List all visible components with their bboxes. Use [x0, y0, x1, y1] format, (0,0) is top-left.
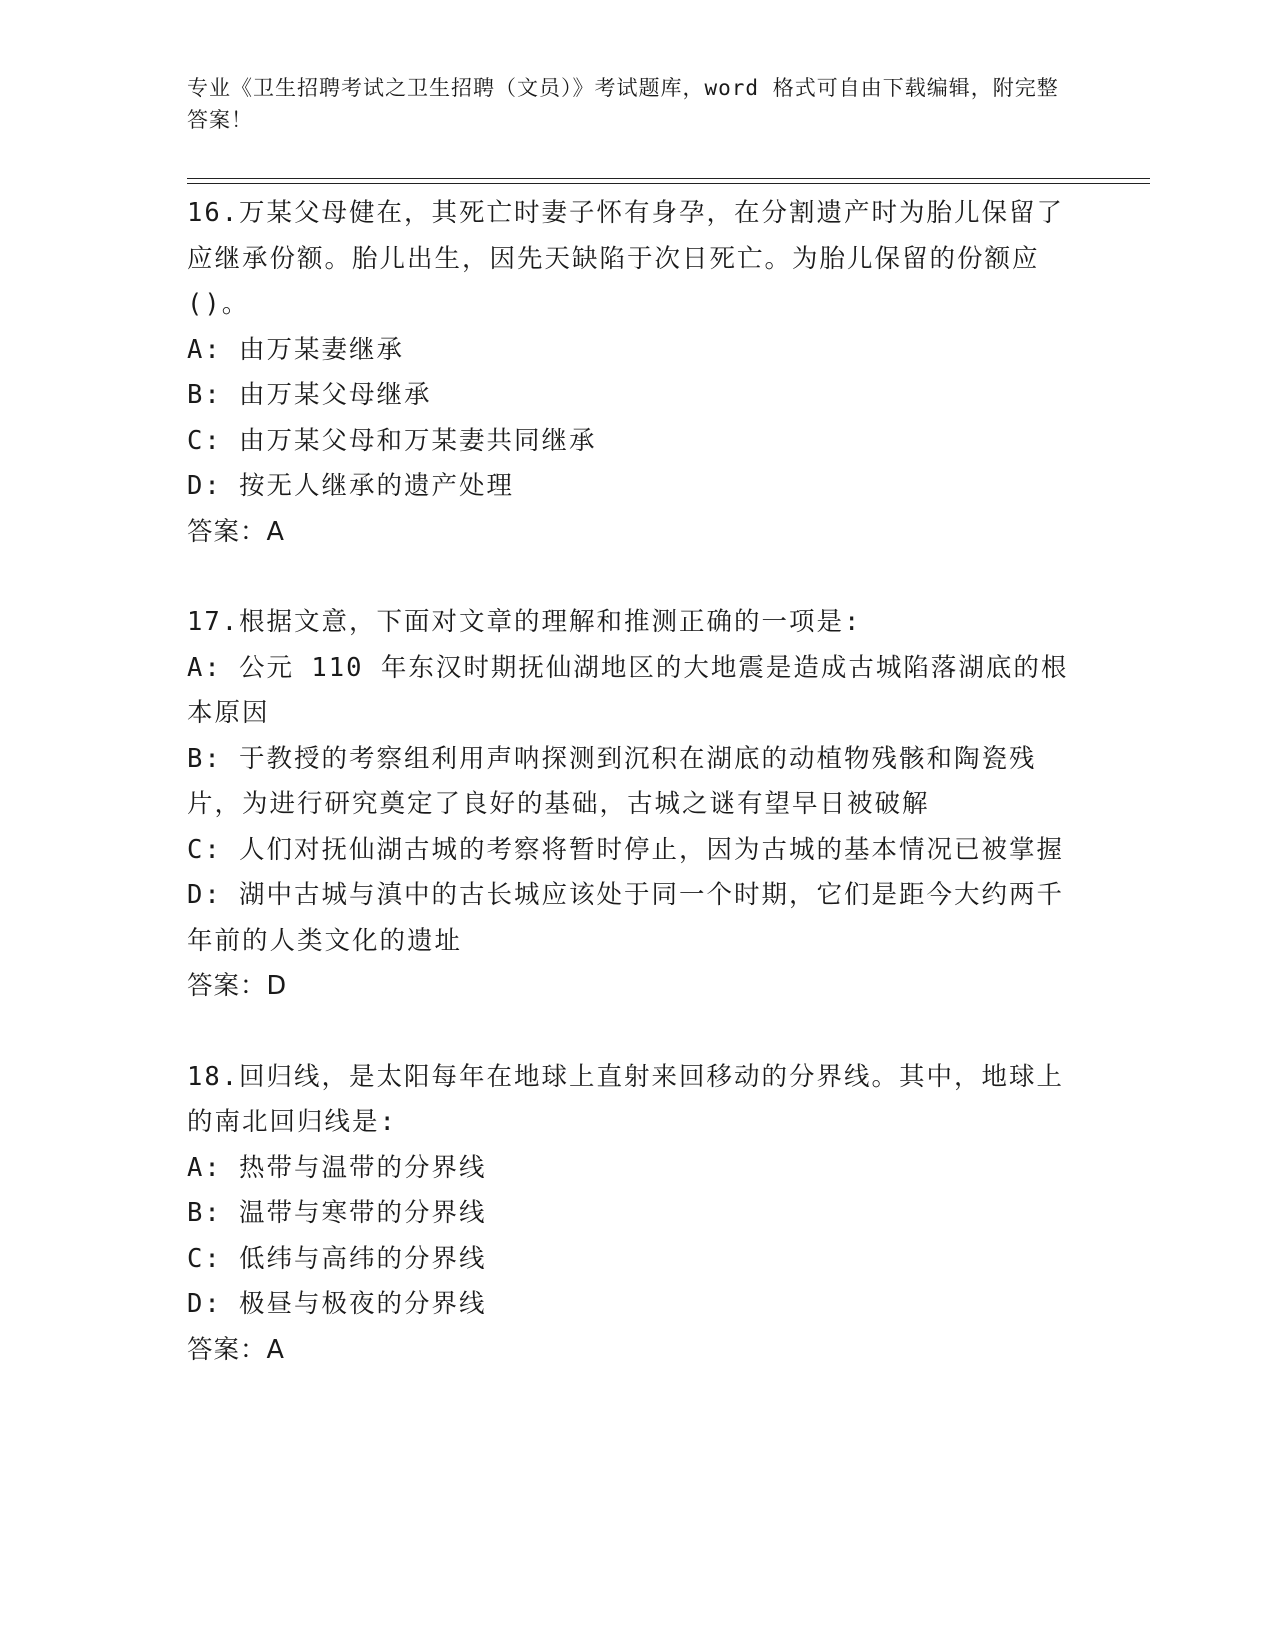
option-d: D: 极昼与极夜的分界线	[187, 1289, 487, 1319]
option-d: D: 湖中古城与滇中的古长城应该处于同一个时期，它们是距今大约两千年前的人类文化的遗址	[187, 880, 1065, 956]
answer-line: 答案：D	[187, 971, 288, 1001]
header-title: 专业《卫生招聘考试之卫生招聘（文员）》考试题库，word 格式可自由下载编辑，附完整答案！	[187, 76, 1059, 132]
option-a: A: 由万某妻继承	[187, 334, 405, 365]
question-18	[187, 1055, 1077, 1374]
question-17	[187, 600, 1077, 1010]
question-list	[187, 191, 1077, 1373]
option-c: C: 由万某父母和万某妻共同继承	[187, 425, 597, 456]
option-a: A: 公元 110 年东汉时期抚仙湖地区的大地震是造成古城陷落湖底的根本原因	[187, 652, 1069, 728]
question-text: 17.根据文意，下面对文章的理解和推测正确的一项是:	[187, 607, 862, 637]
option-c: C: 低纬与高纬的分界线	[187, 1243, 487, 1274]
option-a: A: 热带与温带的分界线	[187, 1152, 487, 1183]
question-text: 18.回归线，是太阳每年在地球上直射来回移动的分界线。其中，地球上的南北回归线是:	[187, 1061, 1065, 1137]
question-16	[187, 191, 1077, 555]
option-b: B: 于教授的考察组利用声呐探测到沉积在湖底的动植物残骸和陶瓷残片，为进行研究奠定了良好的基础，古城之谜有望早日被破解	[187, 743, 1037, 819]
option-d: D: 按无人继承的遗产处理	[187, 471, 515, 501]
answer-line: 答案：A	[187, 516, 285, 547]
header-divider-top	[187, 178, 1150, 179]
option-b: B: 由万某父母继承	[187, 380, 432, 410]
option-c: C: 人们对抚仙湖古城的考察将暂时停止，因为古城的基本情况已被掌握	[187, 834, 1065, 865]
answer-line: 答案：A	[187, 1334, 285, 1365]
header-divider-bottom	[187, 183, 1150, 184]
option-b: B: 温带与寒带的分界线	[187, 1198, 487, 1228]
document-header	[187, 72, 1067, 136]
question-text: 16.万某父母健在，其死亡时妻子怀有身孕，在分割遗产时为胎儿保留了应继承份额。胎儿出生，因先天缺陷于次日死亡。为胎儿保留的份额应()。	[187, 198, 1065, 319]
